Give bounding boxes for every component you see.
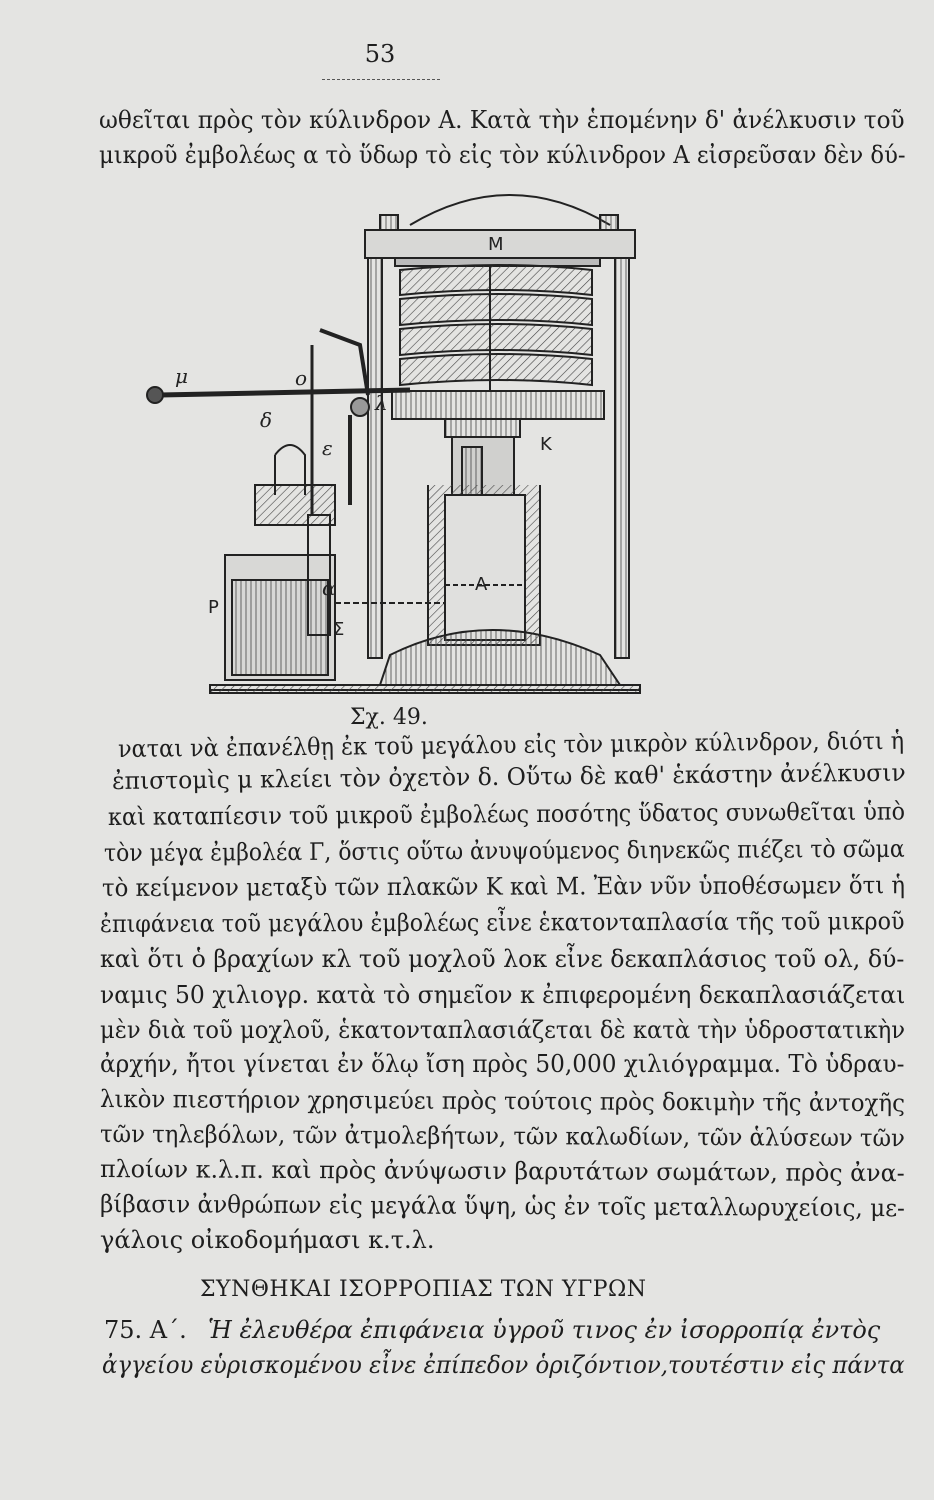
figure-label-A: A [475, 574, 488, 595]
page-number-rule [322, 79, 440, 80]
body-line: πλοίων κ.λ.π. καὶ πρὸς ἀνύψωσιν βαρυτάτων σωμάτων, πρὸς ἀνα- [99, 1155, 905, 1188]
body-line: ναμις 50 χιλιογρ. κατὰ τὸ σημεῖον κ ἐπιφερομένη δεκαπλασιάζεται [100, 981, 906, 1009]
text-line-top-2: μικροῦ ἐμβολέως α τὸ ὕδωρ τὸ εἰς τὸν κύλινδρον Α εἰσρεῦσαν δὲν δύ- [99, 141, 906, 169]
figure-label-M: M [488, 234, 504, 255]
figure-label-epsilon: ε [322, 436, 333, 460]
section-line: ἀγγείου εὑρισκομένου εἶνε ἐπίπεδον ὁριζόντιον,τουτέστιν εἰς πάντα [102, 1351, 905, 1379]
figure-label-lambda: λ [375, 391, 388, 415]
figure-label-K: K [540, 434, 552, 455]
section-line: Ἡ ἐλευθέρα ἐπιφάνεια ὑγροῦ τινος ἐν ἰσορροπίᾳ ἐντὸς [208, 1316, 881, 1344]
figure-label-P: P [208, 597, 219, 618]
text-line-top-1: ωθεῖται πρὸς τὸν κύλινδρον Α. Κατὰ τὴν ἑπομένην δ' ἀνέλκυσιν τοῦ [99, 106, 905, 134]
section-heading: ΣΥΝΘΗΚΑΙ ΙΣΟΡΡΟΠΙΑΣ ΤΩΝ ΥΓΡΩΝ [200, 1277, 647, 1302]
figure-label-omicron: ο [295, 366, 308, 390]
body-line: ἀρχήν, ἤτοι γίνεται ἐν ὅλῳ ἴση πρὸς 50,000 χιλιόγραμμα. Τὸ ὑδραυ- [100, 1050, 905, 1078]
figure-label-mu: μ [175, 364, 188, 388]
body-line: ναται νὰ ἐπανέλθῃ ἐκ τοῦ μεγάλου εἰς τὸν μικρὸν κύλινδρον, διότι ἡ [117, 726, 905, 763]
body-line: ἐπιφάνεια τοῦ μεγάλου ἐμβολέως εἶνε ἑκατονταπλασία τῆς τοῦ μικροῦ [99, 907, 905, 938]
section-number: 75. Α΄. [104, 1316, 187, 1344]
figure-label-delta: δ [260, 408, 273, 432]
body-line: γάλοις οἰκοδομήμασι κ.τ.λ. [100, 1226, 435, 1254]
body-line: τὸν μέγα ἐμβολέα Γ, ὅστις οὕτω ἀνυψούμενος διηνεκῶς πιέζει τὸ σῶμα [103, 834, 905, 867]
body-line: βίβασιν ἀνθρώπων εἰς μεγάλα ὕψη, ὡς ἐν τοῖς μεταλλωρυχείοις, με- [99, 1190, 905, 1223]
page-number: 53 [364, 40, 396, 68]
body-line: τῶν τηλεβόλων, τῶν ἀτμολεβήτων, τῶν καλωδίων, τῶν ἁλύσεων τῶν [99, 1120, 905, 1153]
body-line: λικὸν πιεστήριον χρησιμεύει πρὸς τούτοις πρὸς δοκιμὴν τῆς ἀντοχῆς [99, 1085, 905, 1118]
figure-label-sigma: Σ [333, 619, 345, 640]
hydraulic-press-illustration [175, 185, 760, 710]
body-line: τὸ κείμενον μεταξὺ τῶν πλακῶν Κ καὶ Μ. Ἐὰν νῦν ὑποθέσωμεν ὅτι ἡ [101, 871, 906, 902]
body-line: καὶ καταπίεσιν τοῦ μικροῦ ἐμβολέως ποσότης ὕδατος συνωθεῖται ὑπὸ [107, 797, 906, 831]
body-line: ἐπιστομὶς μ κλείει τὸν ὀχετὸν δ. Οὕτω δὲ καθ' ἑκάστην ἀνέλκυσιν [111, 758, 906, 795]
body-line: καὶ ὅτι ὁ βραχίων κλ τοῦ μοχλοῦ λοκ εἶνε δεκαπλάσιος τοῦ ολ, δύ- [100, 945, 905, 973]
figure-caption: Σχ. 49. [350, 705, 428, 730]
body-line: μὲν διὰ τοῦ μοχλοῦ, ἑκατονταπλασιάζεται δὲ κατὰ τὴν ὑδροστατικὴν [100, 1016, 905, 1044]
figure-label-alpha: α [322, 576, 336, 600]
